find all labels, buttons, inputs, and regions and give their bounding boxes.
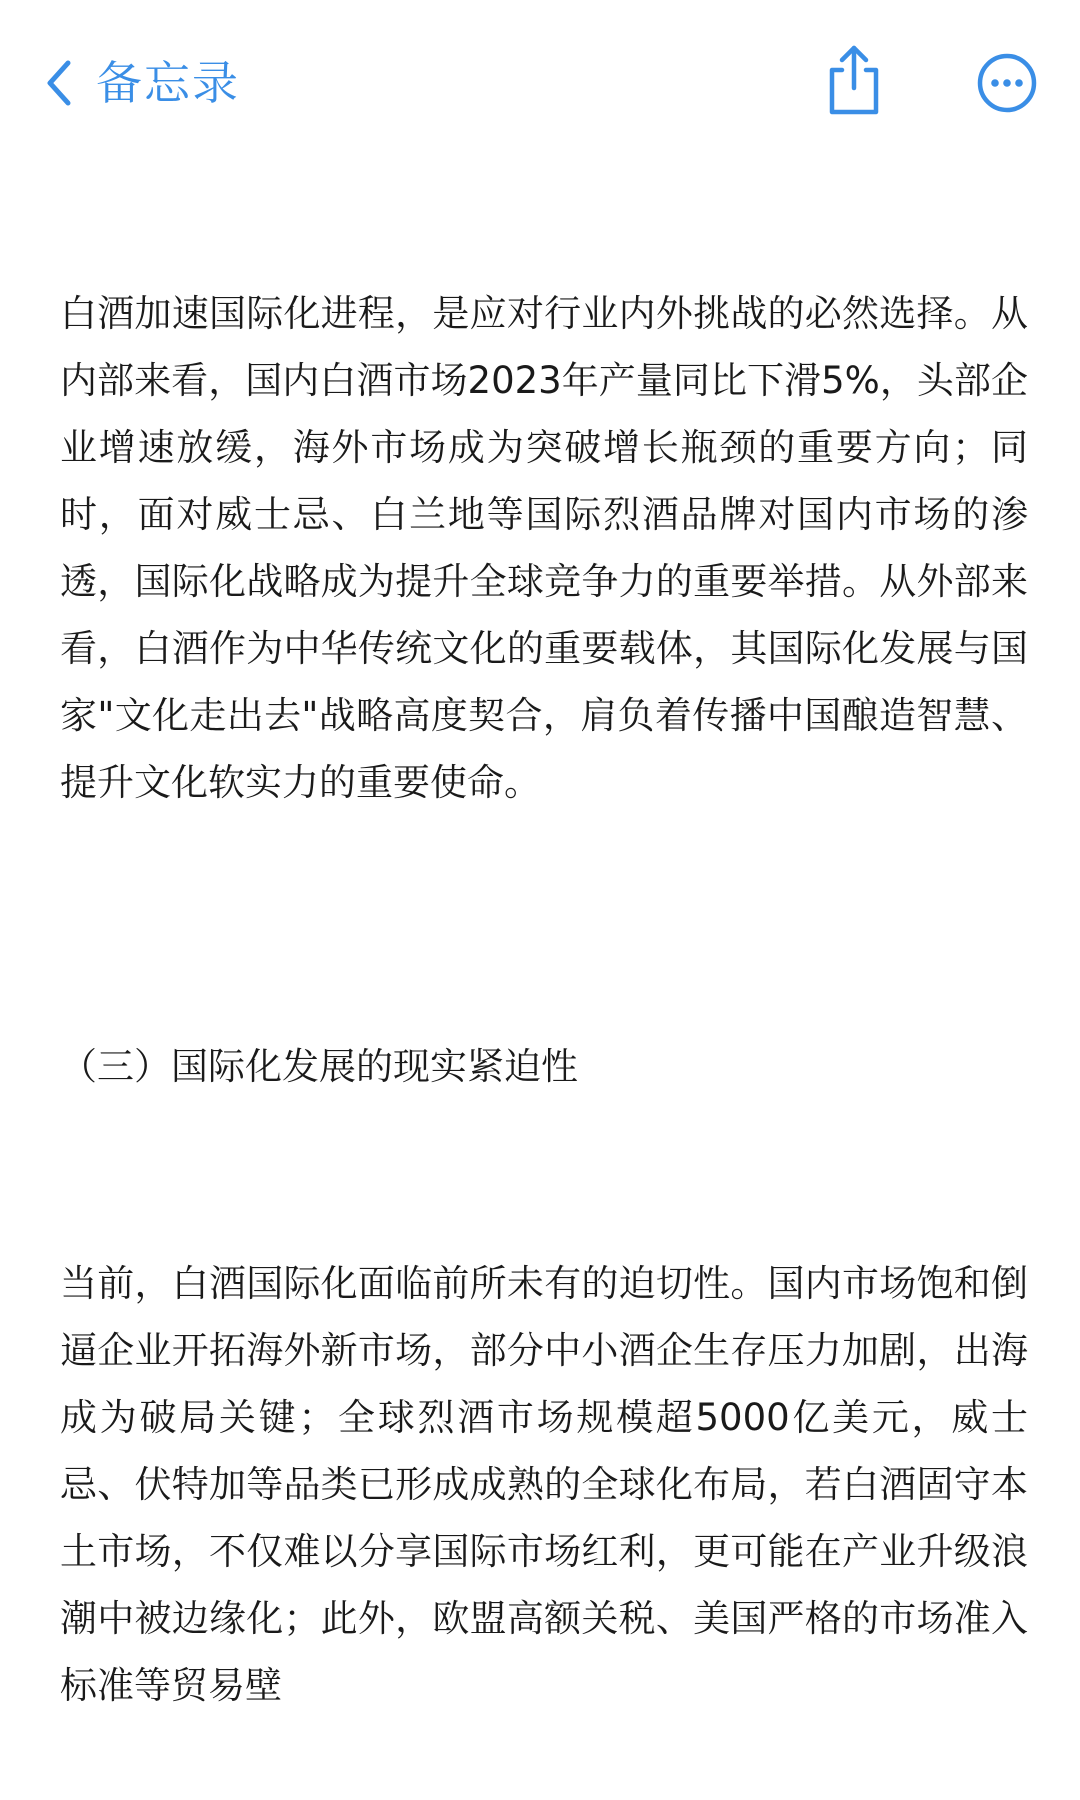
share-icon[interactable] [822, 42, 886, 118]
navigation-bar [0, 0, 1080, 170]
back-button[interactable] [38, 48, 240, 118]
back-button-label: 备忘录 [96, 56, 240, 110]
note-paragraph-1: 白酒加速国际化进程，是应对行业内外挑战的必然选择。从内部来看，国内白酒市场2023年产量同比下滑5%，头部企业增速放缓，海外市场成为突破增长瓶颈的重要方向；同时，面对威士忌、白兰地等国际烈酒品牌对国内市场的渗透，国际化战略成为提升全球竞争力的重要举措。从外部来看，白酒作为中华传统文化的重要载体，其国际化发展与国家"文化走出去"战略高度契合，肩负着传播中国酿造智慧、提升文化软实力的重要使命。 [60, 292, 1028, 804]
note-heading-3: （三）国际化发展的现实紧迫性 [60, 1045, 578, 1088]
chevron-left-icon [38, 53, 82, 113]
note-paragraph-2: 当前，白酒国际化面临前所未有的迫切性。国内市场饱和倒逼企业开拓海外新市场，部分中小酒企生存压力加剧，出海成为破局关键；全球烈酒市场规模超5000亿美元，威士忌、伏特加等品类已形成成熟的全球化布局，若白酒固守本土市场，不仅难以分享国际市场红利，更可能在产业升级浪潮中被边缘化；此外，欧盟高额关税、美国严格的市场准入标准等贸易壁 [60, 1262, 1028, 1707]
more-icon[interactable] [976, 52, 1038, 114]
